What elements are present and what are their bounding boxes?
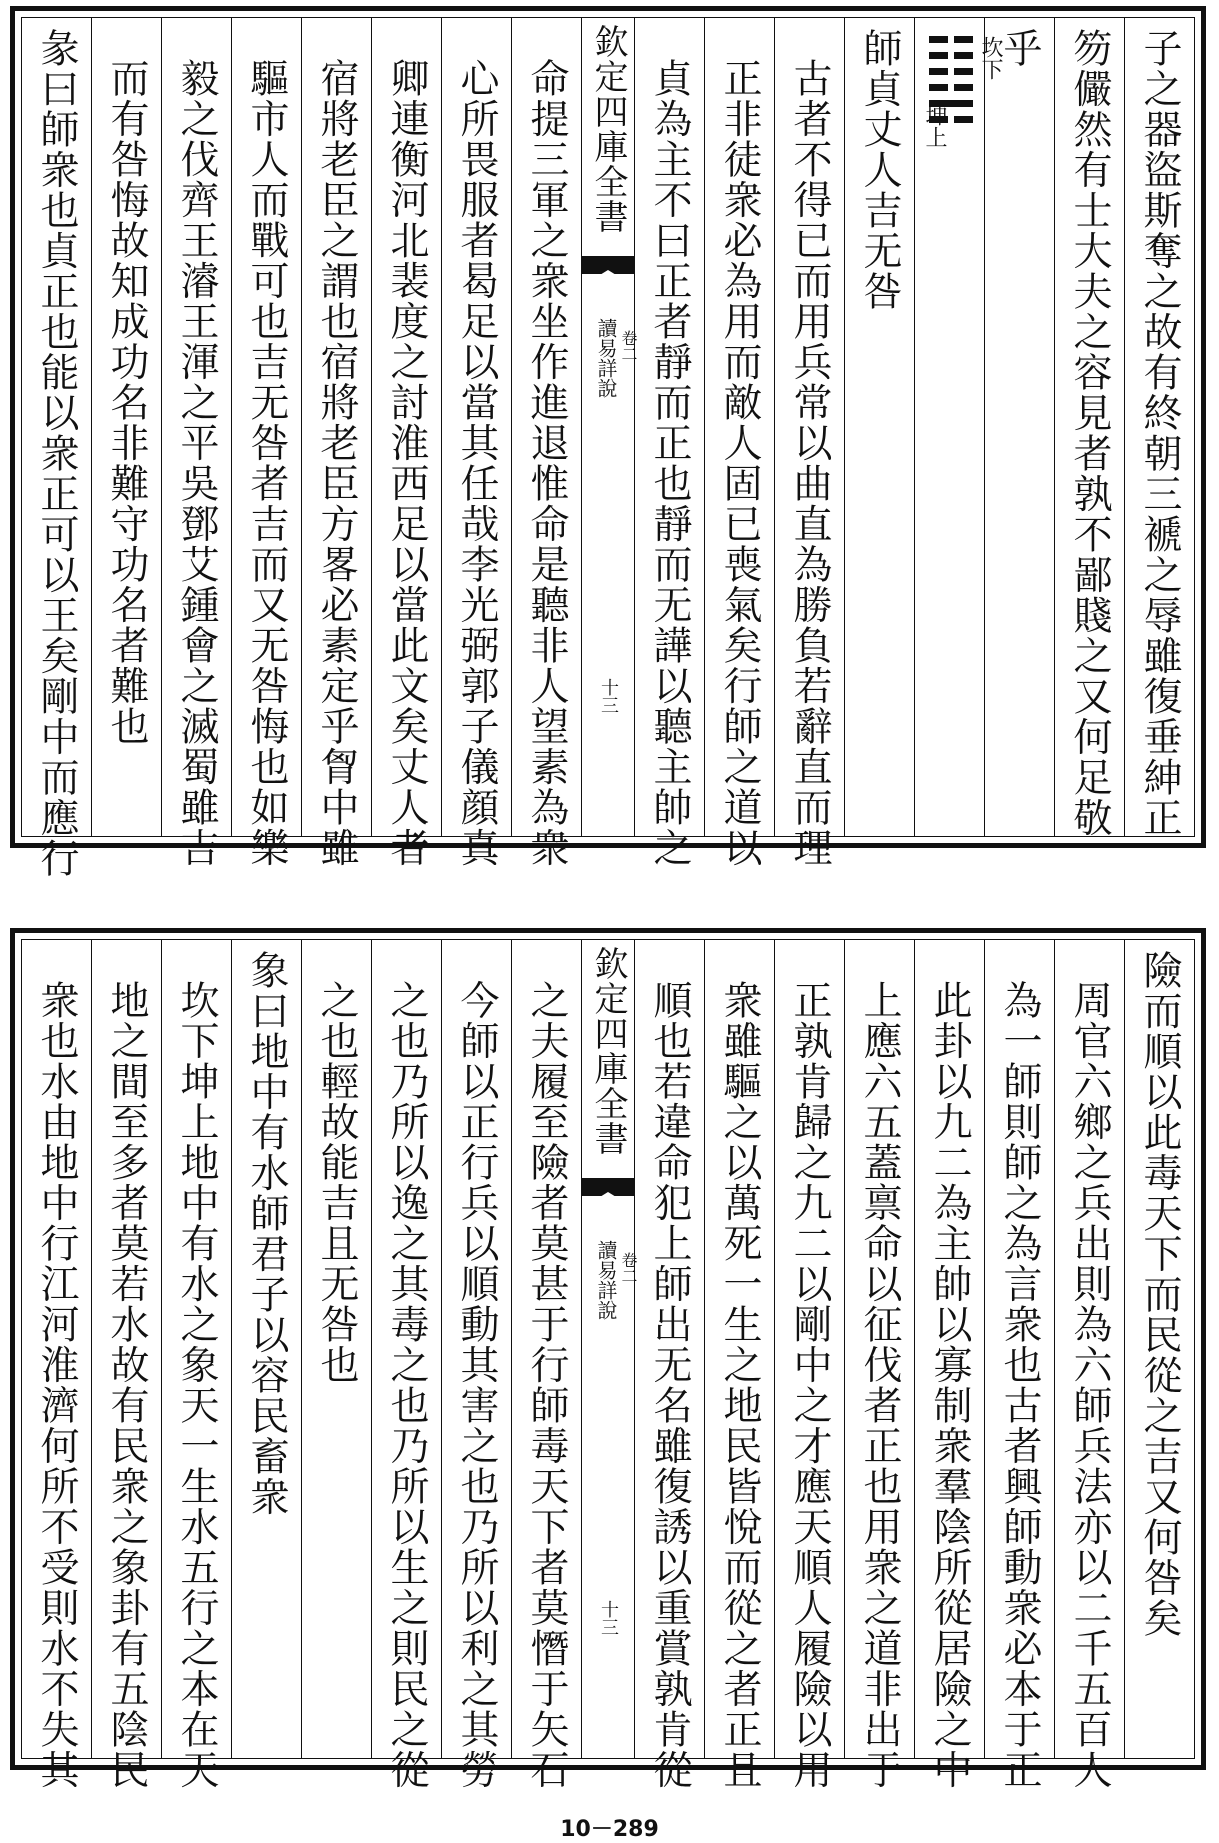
leaf-number: 十三 <box>598 1600 619 1636</box>
center-strip <box>581 940 638 1758</box>
fishtail-mark-icon <box>582 256 634 286</box>
text-column <box>511 18 581 868</box>
bottom-page-frame <box>21 939 1195 1790</box>
book-title: 讀易詳說 <box>594 318 618 398</box>
text-column <box>1054 940 1124 1790</box>
text-column <box>301 18 371 868</box>
text-column <box>984 940 1054 1790</box>
page-number: 10－289 <box>560 1817 659 1842</box>
column-text: 衆也水由地中行江河淮濟何所不受則水不失其 <box>34 980 79 1790</box>
text-column <box>441 18 511 868</box>
column-text: 坎下坤上地中有水之象天一生水五行之本在天 <box>174 980 219 1790</box>
column-text: 今師以正行兵以順動其害之也乃所以利之其勞 <box>454 980 499 1790</box>
column-text: 周官六鄉之兵出則為六師兵法亦以二千五百人 <box>1067 980 1112 1790</box>
column-text: 順也若違命犯上師出无名雖復誘以重賞孰肯從 <box>647 980 692 1790</box>
text-column <box>704 18 774 868</box>
text-column <box>914 940 984 1790</box>
column-text: 驅市人而戰可也吉无咎者吉而又无咎悔也如樂 <box>244 58 289 868</box>
column-text: 險而順以此毒天下而民從之吉又何咎矣 <box>1137 950 1182 1639</box>
text-column <box>371 940 441 1790</box>
hexagram-upper-label: 坤上 <box>922 104 947 148</box>
column-text: 毅之伐齊王濬王渾之平吳鄧艾鍾會之滅蜀雖吉 <box>174 58 219 868</box>
text-column <box>1124 940 1194 1758</box>
text-column <box>984 18 1054 836</box>
text-column <box>22 18 91 879</box>
column-text: 古者不得已而用兵常以曲直為勝負若辭直而理 <box>787 58 832 868</box>
text-column <box>161 940 231 1790</box>
leaf-number: 十三 <box>598 678 619 714</box>
bottom-page <box>10 928 1206 1790</box>
text-column <box>844 940 914 1790</box>
text-column <box>161 18 231 868</box>
column-text: 宿將老臣之謂也宿將老臣方畧必素定乎胷中雖 <box>314 58 359 868</box>
text-column <box>91 18 161 836</box>
text-column <box>22 940 91 1790</box>
column-text: 之夫履至險者莫甚于行師毒天下者莫憯于矢石 <box>524 980 569 1790</box>
column-text: 乎 <box>997 28 1042 69</box>
text-column <box>231 940 301 1758</box>
fishtail-mark-icon <box>582 1178 634 1208</box>
column-text: 子之器盜斯奪之故有終朝三褫之辱雖復垂紳正 <box>1137 28 1182 838</box>
text-column <box>441 940 511 1790</box>
column-text: 地之間至多者莫若水故有民衆之象卦有五陰民 <box>104 980 149 1790</box>
text-column <box>511 940 581 1790</box>
top-page-frame <box>21 17 1195 879</box>
column-text: 貞為主不曰正者靜而正也靜而无譁以聽主帥之 <box>647 58 692 868</box>
collection-title: 欽定四庫全書 <box>588 946 628 1156</box>
volume-label: 卷二 <box>619 1252 638 1284</box>
column-text: 上應六五蓋禀命以征伐者正也用衆之道非出于 <box>857 980 902 1790</box>
column-text: 正非徒衆必為用而敵人固已喪氣矣行師之道以 <box>717 58 762 868</box>
text-column <box>844 18 914 836</box>
text-column <box>1124 18 1194 836</box>
text-column <box>634 18 704 868</box>
column-text: 而有咎悔故知成功名非難守功名者難也 <box>104 58 149 747</box>
column-text: 正孰肯歸之九二以剛中之才應天順人履險以用 <box>787 980 832 1790</box>
column-text: 之也輕故能吉且无咎也 <box>314 980 359 1385</box>
column-text: 命提三軍之衆坐作進退惟命是聽非人望素為衆 <box>524 58 569 868</box>
column-text: 心所畏服者曷足以當其任哉李光弼郭子儀顔真 <box>454 58 499 868</box>
center-strip <box>581 18 638 836</box>
collection-title: 欽定四庫全書 <box>588 24 628 234</box>
top-page <box>10 6 1206 879</box>
volume-label: 卷二 <box>619 330 638 362</box>
hexagram-column <box>914 18 1003 836</box>
text-column <box>301 940 371 1758</box>
text-column <box>774 18 844 868</box>
text-column <box>774 940 844 1790</box>
column-text: 為一師則師之為言衆也古者興師動衆必本于正 <box>997 980 1042 1790</box>
column-text: 衆雖驅之以萬死一生之地民皆悅而從之者正且 <box>717 980 762 1790</box>
book-title: 讀易詳說 <box>594 1240 618 1320</box>
hexagram-lower-label: 坎下 <box>978 36 1003 80</box>
column-text: 師貞丈人吉无咎 <box>857 28 902 312</box>
text-column <box>371 18 441 868</box>
text-column <box>1054 18 1124 836</box>
column-text: 笏儼然有士大夫之容見者孰不鄙賤之又何足敬 <box>1067 28 1112 838</box>
column-text: 此卦以九二為主帥以寡制衆羣陰所從居險之中 <box>927 980 972 1790</box>
column-text: 卿連衡河北裴度之討淮西足以當此文矣丈人者 <box>384 58 429 868</box>
column-text: 之也乃所以逸之其毒之也乃所以生之則民之從 <box>384 980 429 1790</box>
text-column <box>634 940 704 1790</box>
text-column <box>704 940 774 1790</box>
text-column <box>91 940 161 1790</box>
column-text: 彖曰師衆也貞正也能以衆正可以王矣剛中而應行 <box>34 28 79 879</box>
text-column <box>231 18 301 868</box>
column-text: 象曰地中有水師君子以容民畜衆 <box>244 950 289 1517</box>
